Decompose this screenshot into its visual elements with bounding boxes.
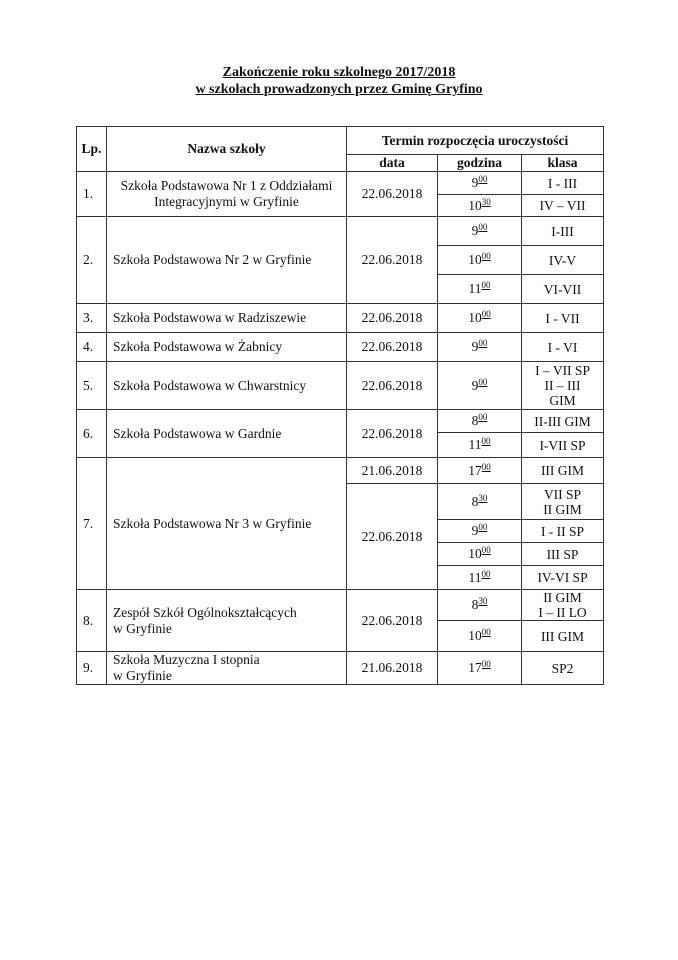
table-row: [77, 333, 604, 362]
table-row: [77, 458, 604, 484]
table-row: [77, 304, 604, 333]
class-range: I - VII: [522, 304, 604, 333]
ceremony-hour: [438, 246, 522, 275]
table-row: [77, 362, 604, 410]
row-number: 7.: [77, 458, 107, 590]
header-date: data: [347, 155, 438, 172]
table-row: [77, 410, 604, 433]
hour-value: 10: [468, 310, 482, 325]
minute-value: 00: [481, 545, 491, 555]
table-row: [77, 172, 604, 195]
school-name: Szkoła Podstawowa w Chwarstnicy: [107, 362, 347, 410]
class-range: I - II SP: [522, 520, 604, 543]
hour-value: 10: [468, 252, 482, 267]
row-number: 8.: [77, 590, 107, 652]
class-range: I-III: [522, 217, 604, 246]
schedule-body: [77, 172, 604, 685]
hour-value: 10: [468, 546, 482, 561]
ceremony-date: 22.06.2018: [347, 590, 438, 652]
class-range: II GIM I – II LO: [522, 590, 604, 621]
hour-value: 10: [468, 197, 482, 213]
class-range: I – VII SP II – III GIM: [522, 362, 604, 410]
ceremony-hour: [438, 275, 522, 304]
table-row: [77, 590, 604, 621]
minute-value: 00: [481, 461, 491, 472]
minute-value: 00: [481, 251, 491, 261]
ceremony-date: 22.06.2018: [347, 484, 438, 590]
minute-value: 00: [478, 376, 488, 387]
ceremony-hour: [438, 333, 522, 362]
class-range: IV-V: [522, 246, 604, 275]
ceremony-hour: [438, 621, 522, 652]
header-class: klasa: [522, 155, 604, 172]
school-name: Szkoła Muzyczna I stopnia w Gryfinie: [107, 652, 347, 685]
hour-value: 9: [471, 523, 479, 538]
minute-value: 00: [478, 174, 488, 184]
minute-value: 30: [478, 596, 488, 606]
minute-value: 00: [481, 659, 491, 669]
ceremony-hour: [438, 520, 522, 543]
minute-value: 30: [481, 196, 491, 207]
ceremony-date: 22.06.2018: [347, 217, 438, 304]
ceremony-date: 22.06.2018: [347, 410, 438, 458]
header-hour: godzina: [438, 155, 522, 172]
class-range: SP2: [522, 652, 604, 685]
hour-value: 17: [468, 660, 482, 675]
minute-value: 30: [478, 492, 488, 503]
ceremony-hour: [438, 172, 522, 195]
school-name: Szkoła Podstawowa w Gardnie: [107, 410, 347, 458]
minute-value: 00: [481, 627, 491, 637]
school-name: Szkoła Podstawowa w Żabnicy: [107, 333, 347, 362]
ceremony-hour: [438, 433, 522, 458]
hour-value: 9: [471, 339, 479, 354]
school-name: Szkoła Podstawowa Nr 3 w Gryfinie: [107, 458, 347, 590]
minute-value: 00: [478, 412, 488, 422]
table-row: [77, 652, 604, 685]
class-range: III GIM: [522, 458, 604, 484]
hour-value: 8: [471, 413, 479, 428]
ceremony-hour: [438, 410, 522, 433]
ceremony-date: 22.06.2018: [347, 172, 438, 217]
row-number: 5.: [77, 362, 107, 410]
minute-value: 00: [478, 522, 488, 532]
row-number: 3.: [77, 304, 107, 333]
ceremony-date: 22.06.2018: [347, 333, 438, 362]
class-range: VI-VII: [522, 275, 604, 304]
school-name: Szkoła Podstawowa Nr 1 z Oddziałami Integracyjnymi w Gryfinie: [107, 172, 347, 217]
ceremony-hour: [438, 652, 522, 685]
school-name: Szkoła Podstawowa Nr 2 w Gryfinie: [107, 217, 347, 304]
ceremony-date: 21.06.2018: [347, 652, 438, 685]
ceremony-hour: [438, 362, 522, 410]
ceremony-hour: [438, 566, 522, 590]
document-title: Zakończenie roku szkolnego 2017/2018: [222, 65, 456, 80]
hour-value: 11: [468, 569, 482, 585]
hour-value: 8: [471, 597, 479, 612]
class-range: I-VII SP: [522, 433, 604, 458]
ceremony-hour: [438, 590, 522, 621]
header-lp: Lp.: [77, 127, 107, 172]
class-range: IV-VI SP: [522, 566, 604, 590]
class-range: III GIM: [522, 621, 604, 652]
minute-value: 00: [481, 280, 491, 290]
document-subtitle: w szkołach prowadzonych przez Gminę Gryfino: [195, 82, 483, 97]
class-range: IV – VII: [522, 195, 604, 217]
row-number: 1.: [77, 172, 107, 217]
class-range: I - VI: [522, 333, 604, 362]
ceremony-hour: [438, 484, 522, 520]
ceremony-hour: [438, 543, 522, 566]
ceremony-hour: [438, 217, 522, 246]
minute-value: 00: [481, 309, 491, 319]
row-number: 4.: [77, 333, 107, 362]
header-ceremony-term: Termin rozpoczęcia uroczystości: [347, 127, 604, 155]
row-number: 2.: [77, 217, 107, 304]
minute-value: 00: [478, 338, 488, 348]
school-name: Zespół Szkół Ogólnokształcących w Gryfinie: [107, 590, 347, 652]
hour-value: 11: [468, 437, 482, 452]
hour-value: 11: [468, 281, 482, 296]
row-number: 9.: [77, 652, 107, 685]
schedule-table: [76, 126, 604, 685]
hour-value: 10: [468, 628, 482, 643]
header-school-name: Nazwa szkoły: [107, 127, 347, 172]
hour-value: 17: [468, 462, 482, 478]
table-row: [77, 217, 604, 246]
ceremony-date: 22.06.2018: [347, 362, 438, 410]
row-number: 6.: [77, 410, 107, 458]
school-name: Szkoła Podstawowa w Radziszewie: [107, 304, 347, 333]
hour-value: 9: [471, 223, 479, 238]
class-range: III SP: [522, 543, 604, 566]
ceremony-hour: [438, 458, 522, 484]
minute-value: 00: [481, 568, 491, 579]
hour-value: 9: [471, 175, 479, 190]
class-range: VII SP II GIM: [522, 484, 604, 520]
minute-value: 00: [478, 222, 488, 232]
class-range: II-III GIM: [522, 410, 604, 433]
ceremony-hour: [438, 304, 522, 333]
hour-value: 8: [471, 493, 479, 509]
hour-value: 9: [471, 377, 479, 393]
minute-value: 00: [481, 436, 491, 446]
ceremony-date: 21.06.2018: [347, 458, 438, 484]
ceremony-hour: [438, 195, 522, 217]
ceremony-date: 22.06.2018: [347, 304, 438, 333]
class-range: I - III: [522, 172, 604, 195]
